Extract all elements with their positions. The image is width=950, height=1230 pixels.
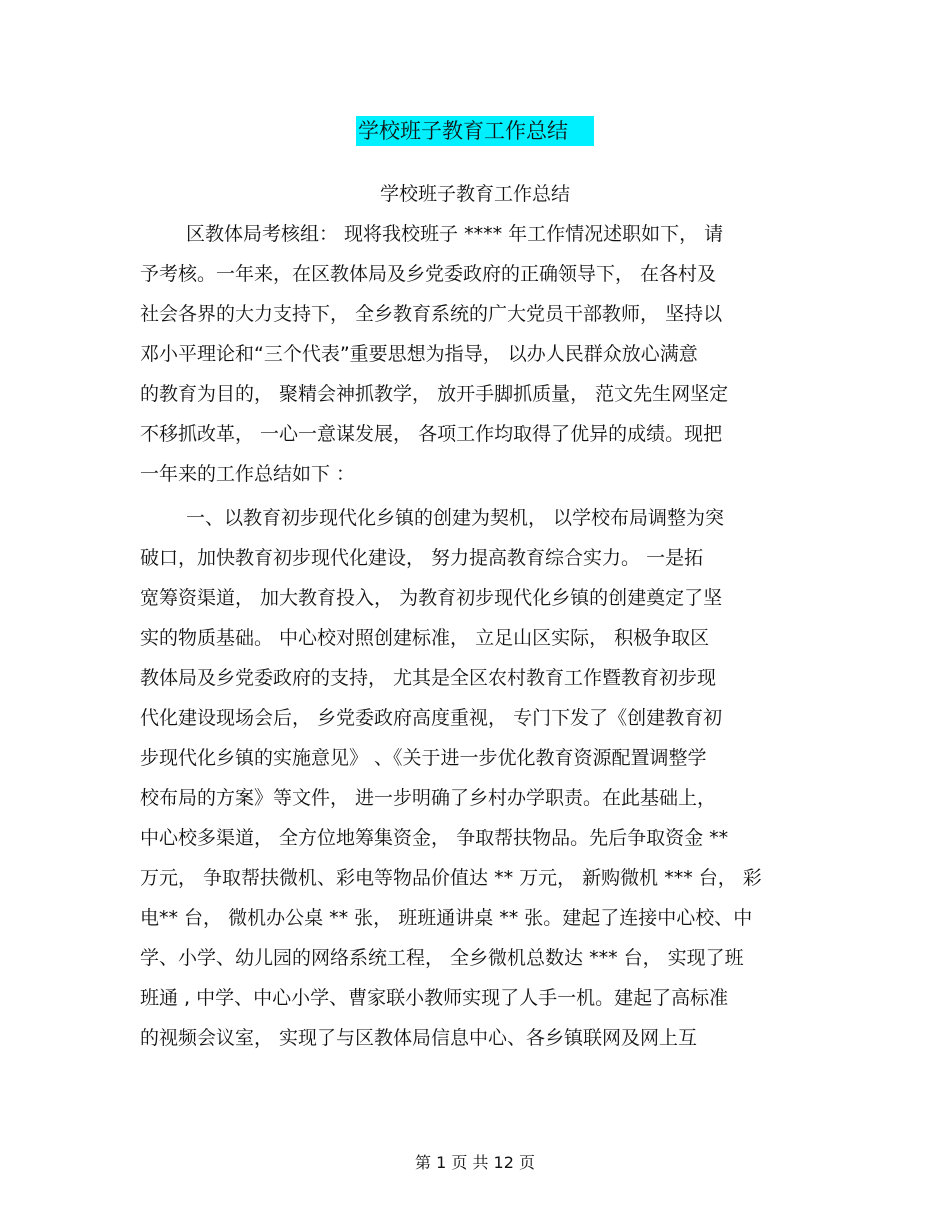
paragraph-line: 破口，加快教育初步现代化建设， 努力提高教育综合实力。 一是拓 bbox=[140, 547, 704, 569]
paragraph-line: 万元， 争取帮扶微机、彩电等物品价值达 ** 万元， 新购微机 *** 台， 彩 bbox=[140, 867, 762, 889]
paragraph-line: 步现代化乡镇的实施意见》 、《关于进一步优化教育资源配置调整学 bbox=[140, 747, 707, 769]
paragraph-line: 社会各界的大力支持下， 全乡教育系统的广大党员干部教师， 坚持以 bbox=[140, 303, 723, 325]
paragraph-line: 的视频会议室， 实现了与区教体局信息中心、各乡镇联网及网上互 bbox=[140, 1027, 698, 1049]
paragraph-line: 的教育为目的， 聚精会神抓教学， 放开手脚抓质量， 范文先生网坚定 bbox=[140, 383, 729, 405]
paragraph-line: 班通 , 中学、中心小学、曹家联小教师实现了人手一机。建起了高标准 bbox=[140, 987, 729, 1009]
page-number-footer: 第 1 页 共 12 页 bbox=[415, 1153, 535, 1172]
paragraph-line: 电** 台， 微机办公桌 ** 张， 班班通讲桌 ** 张。建起了连接中心校、中 bbox=[140, 907, 753, 929]
paragraph-line: 一、以教育初步现代化乡镇的创建为契机， 以学校布局调整为突 bbox=[186, 507, 725, 529]
document-subtitle: 学校班子教育工作总结 bbox=[379, 183, 570, 205]
document-title: 学校班子教育工作总结 bbox=[356, 116, 594, 146]
paragraph-line: 邓小平理论和“三个代表”重要思想为指导， 以办人民群众放心满意 bbox=[140, 343, 698, 365]
title-block bbox=[0, 116, 950, 146]
paragraph-line: 一年来的工作总结如下 ： bbox=[140, 463, 356, 485]
paragraph-line: 代化建设现场会后， 乡党委政府高度重视， 专门下发了《创建教育初 bbox=[140, 707, 723, 729]
paragraph-line: 予考核。一年来，在区教体局及乡党委政府的正确领导下， 在各村及 bbox=[140, 263, 717, 285]
paragraph-line: 学、小学、幼儿园的网络系统工程， 全乡微机总数达 *** 台， 实现了班 bbox=[140, 947, 744, 969]
paragraph-line: 宽筹资渠道， 加大教育投入， 为教育初步现代化乡镇的创建奠定了坚 bbox=[140, 587, 723, 609]
paragraph-line: 教体局及乡党委政府的支持， 尤其是全区农村教育工作暨教育初步现 bbox=[140, 667, 717, 689]
paragraph-line: 校布局的方案》等文件， 进一步明确了乡村办学职责。在此基础上， bbox=[140, 787, 717, 809]
paragraph-line: 区教体局考核组： 现将我校班子 **** 年工作情况述职如下， 请 bbox=[186, 223, 724, 245]
paragraph-line: 实的物质基础。 中心校对照创建标准， 立足山区实际， 积极争取区 bbox=[140, 627, 710, 649]
paragraph-line: 不移抓改革， 一心一意谋发展， 各项工作均取得了优异的成绩。现把 bbox=[140, 423, 723, 445]
paragraph-line: 中心校多渠道， 全方位地筹集资金， 争取帮扶物品。先后争取资金 ** bbox=[140, 827, 729, 849]
